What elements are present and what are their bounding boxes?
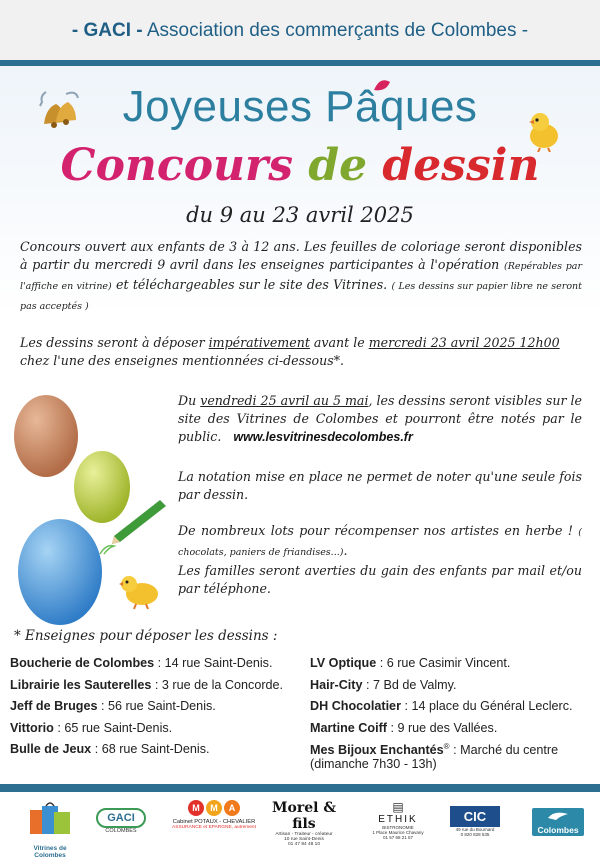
prizes-note: ( chocolats, paniers de friandises...) bbox=[178, 527, 582, 558]
intro-text-b: et téléchargeables sur le site des Vitrines. bbox=[111, 277, 392, 292]
store-name: Librairie les Sauterelles bbox=[10, 677, 152, 692]
stores-column-left bbox=[10, 656, 310, 764]
store-name: LV Optique bbox=[310, 656, 377, 670]
store-address: : 14 rue Saint-Denis. bbox=[154, 656, 273, 670]
intro-text-a: Concours ouvert aux enfants de 3 à 12 ans. Les feuilles de coloriage seront disponibles à partir du mercredi 9 avril dans les enseignes participantes à l'opération bbox=[20, 239, 582, 272]
cic-letters: CIC bbox=[463, 809, 487, 824]
mma-badge: A bbox=[224, 800, 240, 816]
store-address: : 9 rue des Vallées. bbox=[386, 720, 498, 735]
shopping-bags-icon bbox=[28, 800, 72, 840]
store-address: : 3 rue de la Concorde. bbox=[151, 677, 284, 692]
morel-phone: 01 47 84 48 10 bbox=[287, 842, 320, 847]
contest-title-part3: dessin bbox=[382, 140, 540, 191]
display-paragraph bbox=[178, 392, 582, 446]
intro-note-a: (Repérables par l'affiche en vitrine) bbox=[20, 261, 582, 292]
store-address: : 68 rue Saint-Denis. bbox=[91, 742, 210, 756]
store-name: Mes Bijoux Enchantés bbox=[310, 743, 444, 758]
store-name: Hair-City bbox=[310, 677, 363, 692]
stores-heading: * Enseignes pour déposer les dessins : bbox=[14, 628, 278, 644]
prizes-end: . bbox=[343, 543, 348, 558]
store-address: : 56 rue Saint-Denis. bbox=[97, 699, 216, 713]
intro-note-b: ( Les dessins sur papier libre ne seront pas acceptés ) bbox=[20, 281, 582, 312]
store-item bbox=[310, 678, 600, 700]
website-link[interactable]: www.lesvitrinesdecolombes.fr bbox=[233, 430, 413, 444]
store-item bbox=[310, 721, 600, 743]
store-name: DH Chocolatier bbox=[310, 699, 401, 713]
store-item bbox=[10, 678, 310, 700]
ethik-phone: 01 57 68 21 57 bbox=[382, 835, 414, 840]
families-note: Les familles seront averties du gain des enfants par mail et/ou par téléphone. bbox=[178, 563, 582, 596]
pencil-icon bbox=[98, 496, 168, 556]
header-bar bbox=[0, 0, 600, 60]
store-item bbox=[310, 656, 600, 678]
ethik-mark-icon: ▤ bbox=[392, 800, 404, 814]
header-title-rest: Association des commerçants de Colombes - bbox=[142, 20, 529, 41]
intro-paragraph bbox=[20, 238, 582, 316]
ethik-address: 1 Place Maurice Chavany bbox=[372, 830, 424, 835]
store-item bbox=[10, 721, 310, 743]
cic-logo-text bbox=[450, 806, 500, 827]
header-title-bold: - GACI - bbox=[71, 20, 143, 41]
ethik-sub: BISTRONOMIE bbox=[382, 825, 414, 830]
contest-title-part1: Concours bbox=[60, 140, 293, 191]
deposit-text-b: avant le bbox=[309, 335, 369, 350]
gaci-logo-sub: COLOMBES bbox=[105, 828, 137, 834]
colombes-logo-text: Colombes bbox=[537, 825, 579, 835]
mma-line1: Cabinet POTAUX - CHEVALIER bbox=[172, 819, 256, 825]
display-text-b: , les dessins seront visibles sur le site des Vitrines de Colombes et pourront être notés par le public. bbox=[178, 393, 582, 444]
morel-address: 10 rue Saint-Denis bbox=[284, 837, 324, 842]
prizes-paragraph bbox=[178, 522, 582, 598]
mma-logo bbox=[172, 800, 256, 830]
store-item bbox=[10, 656, 310, 678]
store-hours: (dimanche 7h30 - 13h) bbox=[310, 757, 437, 772]
deposit-text-a: Les dessins seront à déposer bbox=[20, 335, 209, 350]
gaci-logo-text: GACI bbox=[96, 808, 146, 828]
mma-badge: M bbox=[206, 800, 222, 816]
registered-mark: ® bbox=[443, 742, 450, 751]
mma-badge: M bbox=[188, 800, 204, 816]
small-chick-icon bbox=[116, 570, 164, 610]
store-item bbox=[10, 742, 310, 764]
display-text-a: Du bbox=[178, 393, 201, 408]
bottom-divider bbox=[0, 784, 600, 792]
colombes-logo-box bbox=[532, 808, 584, 836]
store-name: Bulle de Jeux bbox=[10, 742, 92, 756]
store-item bbox=[10, 699, 310, 721]
stores-column-right bbox=[310, 656, 600, 772]
header-title bbox=[0, 20, 600, 42]
blue-egg-icon bbox=[16, 516, 104, 626]
store-address: : 6 rue Casimir Vincent. bbox=[376, 656, 511, 670]
morel-logo bbox=[264, 800, 344, 847]
colombes-logo bbox=[532, 808, 584, 836]
store-address: : 65 rue Saint-Denis. bbox=[53, 720, 173, 735]
mma-badges bbox=[172, 800, 256, 816]
store-name: Vittorio bbox=[10, 720, 54, 735]
deposit-deadline: mercredi 23 avril 2025 12h00 bbox=[368, 335, 560, 350]
store-name: Martine Coiff bbox=[310, 720, 387, 735]
store-name: Boucherie de Colombes bbox=[10, 656, 155, 670]
contest-title-part2: de bbox=[308, 140, 368, 191]
mma-line2: ASSURANCE et EPARGNE, autrement bbox=[172, 825, 256, 830]
contest-title bbox=[0, 140, 600, 191]
store-item bbox=[310, 699, 600, 721]
vitrines-logo-text: Vitrines de Colombes bbox=[33, 845, 67, 859]
rating-paragraph: La notation mise en place ne permet de noter qu'une seule fois par dessin. bbox=[178, 469, 582, 502]
cic-address: 49 rue du Bournard bbox=[455, 827, 495, 832]
easter-title: Joyeuses Pâques bbox=[122, 82, 478, 131]
display-period: vendredi 25 avril au 5 mai bbox=[200, 393, 369, 408]
deposit-text-c: chez l'une des enseignes mentionnées ci-dessous*. bbox=[20, 353, 345, 368]
store-address: : 14 place du Général Leclerc. bbox=[400, 699, 573, 713]
store-address: : Marché du centre bbox=[449, 743, 559, 758]
vitrines-logo bbox=[28, 800, 72, 859]
deposit-emphasis: impérativement bbox=[208, 335, 310, 350]
gaci-logo bbox=[96, 808, 146, 834]
cic-logo bbox=[450, 806, 500, 837]
store-name: Jeff de Bruges bbox=[10, 699, 98, 713]
deposit-paragraph bbox=[20, 334, 582, 370]
brown-egg-icon bbox=[12, 390, 80, 478]
store-item bbox=[310, 742, 600, 772]
morel-sub: Artisan - Traiteur - créateur bbox=[275, 832, 333, 837]
ethik-logo bbox=[368, 800, 428, 840]
morel-logo-text: Morel & fils bbox=[272, 800, 336, 832]
dove-icon bbox=[546, 810, 570, 822]
prizes-text: De nombreux lots pour récompenser nos artistes en herbe ! bbox=[178, 523, 579, 538]
cic-phone: 0 820 828 535 bbox=[460, 832, 490, 837]
ethik-logo-text: ETHIK bbox=[378, 814, 418, 825]
contest-dates: du 9 au 23 avril 2025 bbox=[186, 203, 414, 227]
store-address: : 7 Bd de Valmy. bbox=[362, 677, 457, 692]
